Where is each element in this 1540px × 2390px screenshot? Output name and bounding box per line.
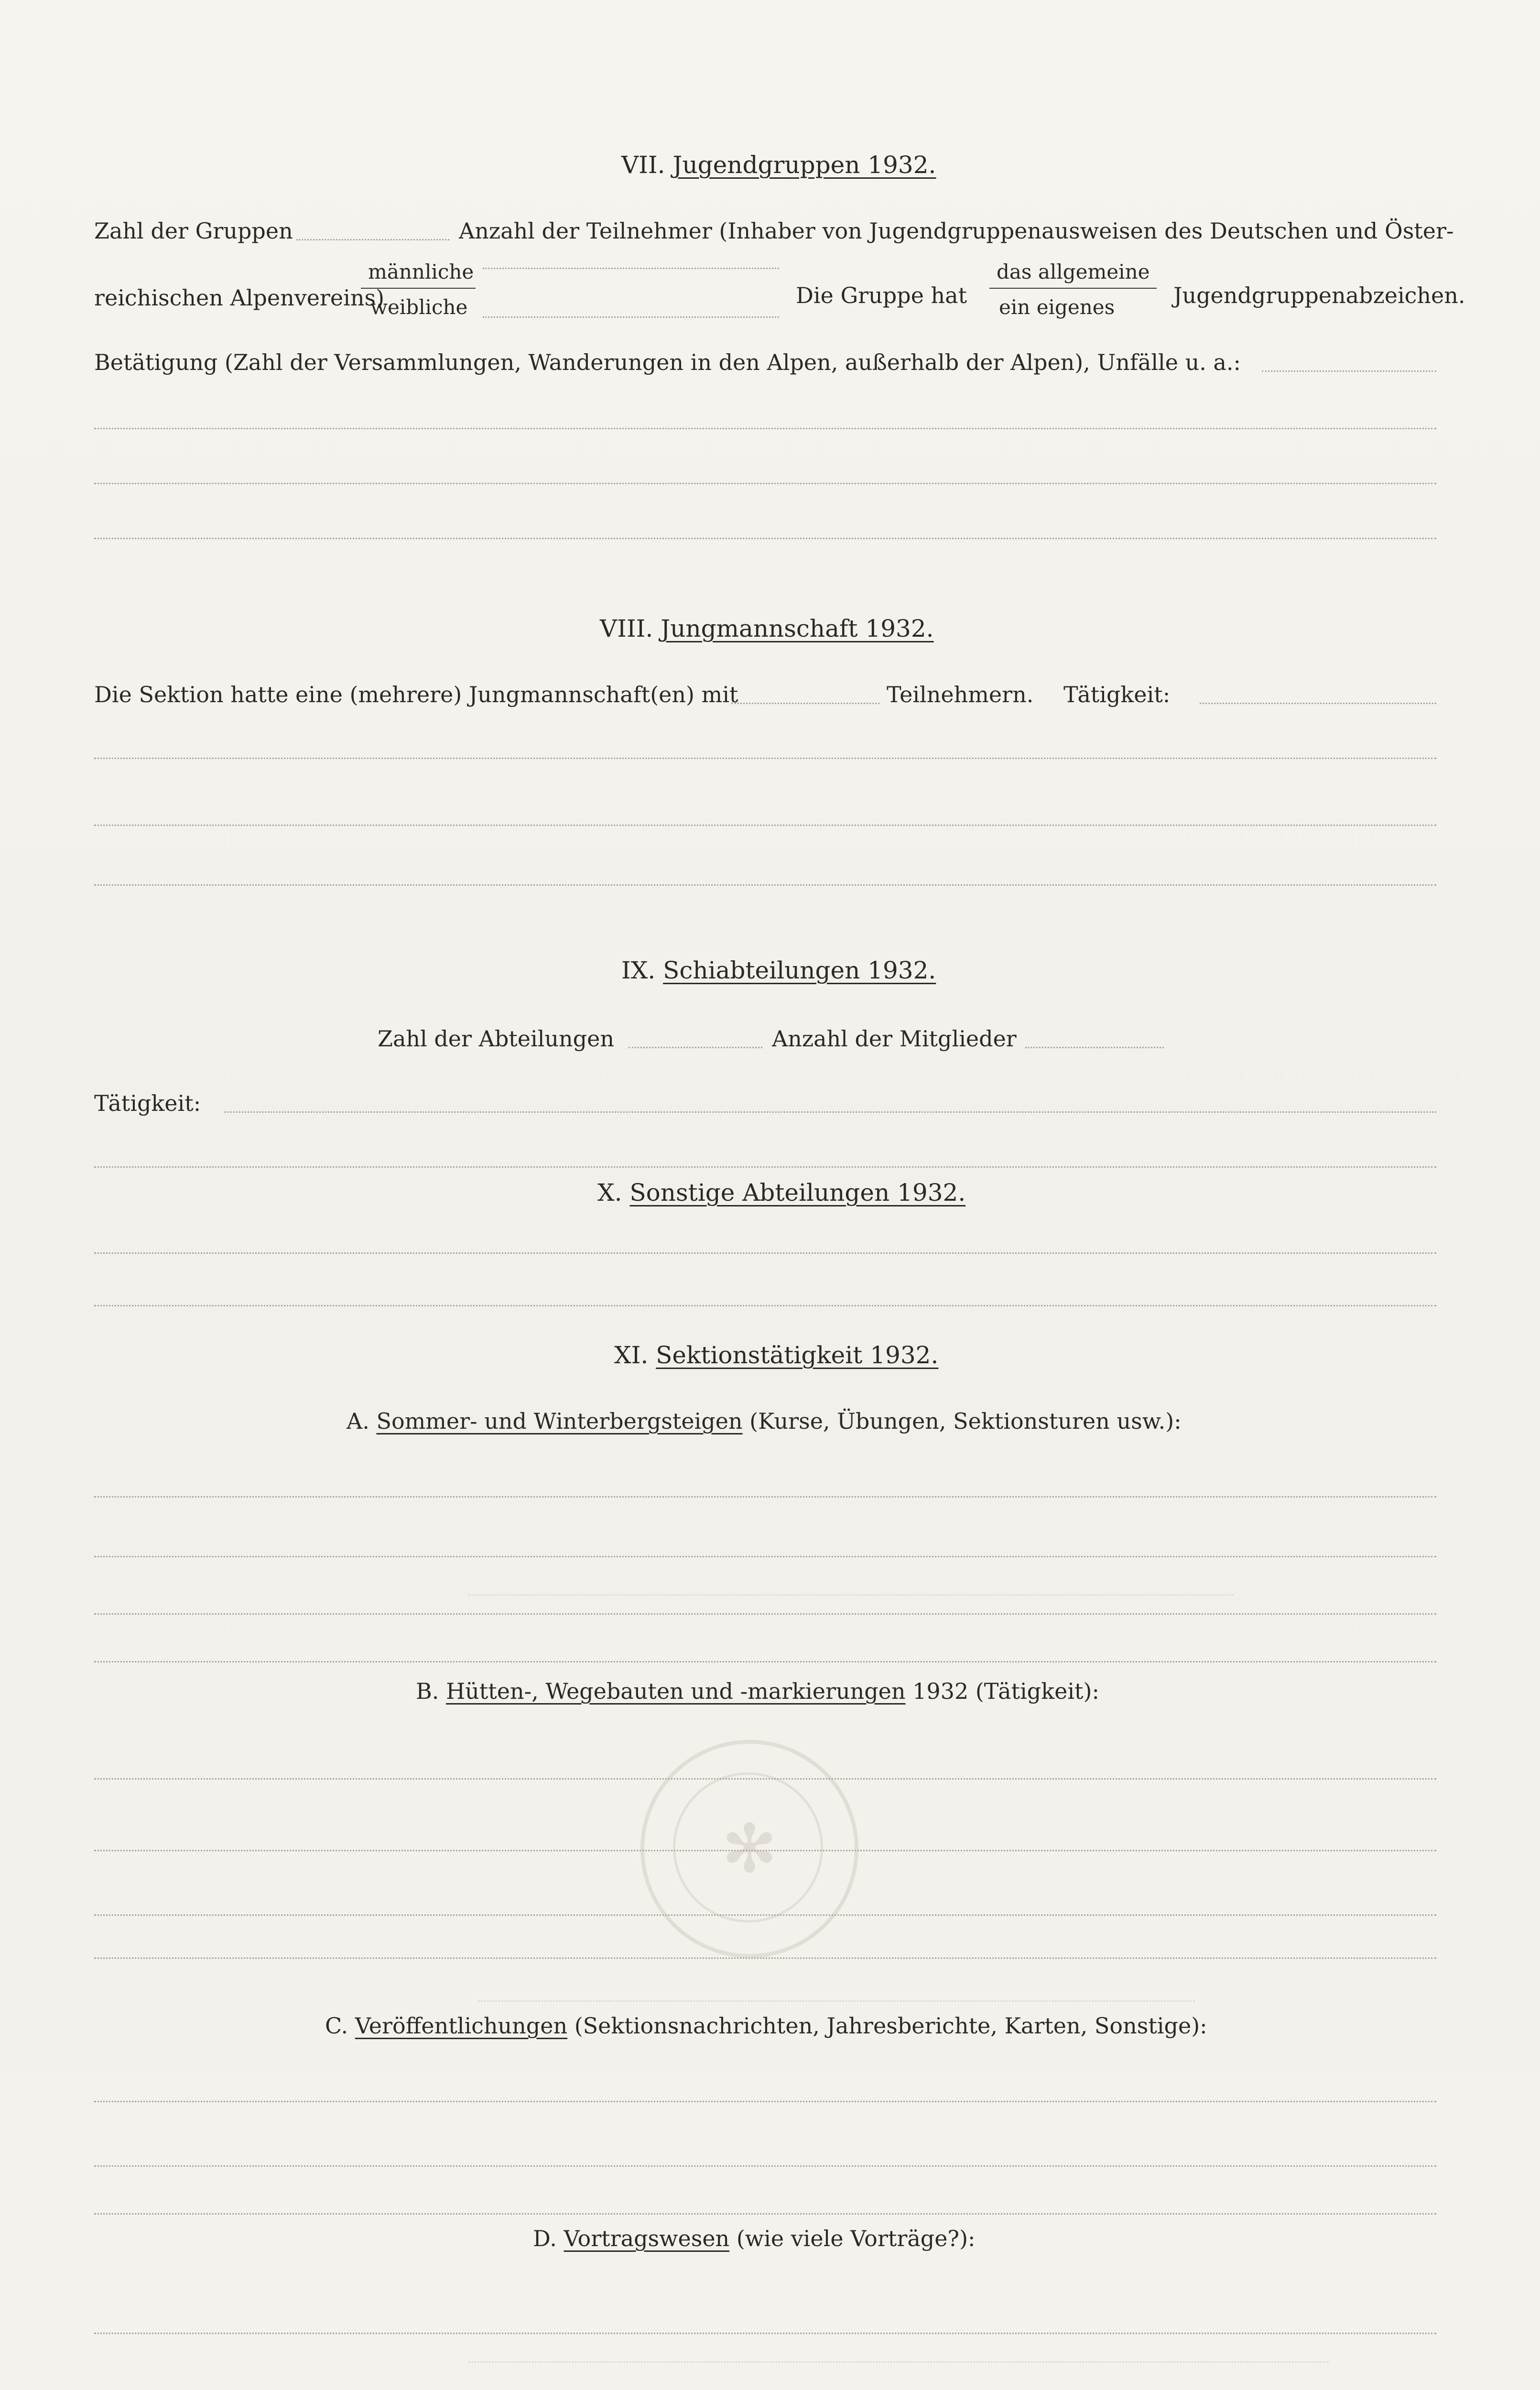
label-taetigkeit-viii: Tätigkeit: <box>1063 682 1171 707</box>
field-b-3[interactable] <box>94 1914 1436 1916</box>
field-maennliche[interactable] <box>483 268 779 269</box>
field-weibliche[interactable] <box>483 316 779 318</box>
field-anzahl-mitglieder[interactable] <box>1025 1047 1164 1048</box>
section-xi-title: Sektionstätigkeit 1932. <box>656 1341 939 1369</box>
field-sonstige-2[interactable] <box>94 1305 1436 1306</box>
section-vii-title: Jugendgruppen 1932. <box>672 151 936 179</box>
field-taetigkeit-viii-4[interactable] <box>94 884 1436 886</box>
label-teilnehmern: Teilnehmern. <box>887 682 1034 707</box>
field-b-2[interactable] <box>94 1850 1436 1851</box>
subsection-b-detail: 1932 (Tätigkeit): <box>912 1678 1099 1704</box>
label-maennliche: männliche <box>368 260 474 283</box>
field-b-4[interactable] <box>94 1957 1436 1959</box>
section-vii-number: VII. <box>621 151 665 179</box>
label-betaetigung: Betätigung (Zahl der Versammlungen, Wanderungen in den Alpen, außerhalb der Alpen), Unfälle u. a.: <box>94 349 1241 375</box>
field-teilnehmer-count[interactable] <box>731 703 879 704</box>
field-c-3[interactable] <box>94 2213 1436 2215</box>
label-jugendgruppenabzeichen: Jugendgruppenabzeichen. <box>1173 282 1465 308</box>
seal-stamp <box>640 1740 858 1958</box>
subsection-b-title: Hütten-, Wegebauten und -markierungen <box>446 1678 906 1704</box>
field-betaetigung-1[interactable] <box>1262 370 1436 372</box>
section-x-number: X. <box>597 1179 622 1206</box>
field-d-1[interactable] <box>94 2333 1436 2334</box>
field-taetigkeit-viii-3[interactable] <box>94 825 1436 826</box>
subsection-c-title: Veröffentlichungen <box>355 2013 568 2039</box>
bleed-through-line-1 <box>478 2000 1195 2002</box>
field-betaetigung-3[interactable] <box>94 483 1436 484</box>
label-eigenes: ein eigenes <box>999 295 1115 319</box>
bleed-through-line-3 <box>468 2361 1329 2363</box>
field-taetigkeit-ix-2[interactable] <box>94 1166 1436 1168</box>
label-anzahl-mitglieder: Anzahl der Mitglieder <box>772 1026 1017 1052</box>
edelweiss-icon: ✻ <box>721 1810 778 1888</box>
field-a-3[interactable] <box>94 1613 1436 1615</box>
field-c-2[interactable] <box>94 2165 1436 2167</box>
subsection-d-title: Vortragswesen <box>564 2226 730 2251</box>
label-zahl-abteilungen: Zahl der Abteilungen <box>378 1026 614 1052</box>
section-xi-heading <box>614 1343 938 1367</box>
label-taetigkeit-ix: Tätigkeit: <box>94 1090 201 1116</box>
subsection-b <box>416 1680 1099 1702</box>
section-vii-heading <box>621 153 936 177</box>
subsection-d <box>533 2227 976 2249</box>
section-ix-title: Schiabteilungen 1932. <box>663 956 936 984</box>
subsection-a-title: Sommer- und Winterbergsteigen <box>376 1408 743 1434</box>
label-gruppe-hat: Die Gruppe hat <box>796 282 967 308</box>
field-a-4[interactable] <box>94 1661 1436 1662</box>
label-alpenverein: reichischen Alpenvereins) <box>94 285 385 311</box>
field-c-1[interactable] <box>94 2101 1436 2102</box>
field-b-1[interactable] <box>94 1778 1436 1780</box>
subsection-c <box>325 2015 1207 2037</box>
section-x-heading <box>597 1181 965 1205</box>
label-anzahl-teilnehmer: Anzahl der Teilnehmer (Inhaber von Jugendgruppenausweisen des Deutschen und Öster- <box>459 218 1454 244</box>
section-ix-heading <box>621 958 936 982</box>
field-taetigkeit-ix-1[interactable] <box>225 1111 1436 1113</box>
subsection-a-detail: (Kurse, Übungen, Sektionsturen usw.): <box>749 1408 1182 1434</box>
field-sonstige-1[interactable] <box>94 1252 1436 1254</box>
label-zahl-gruppen: Zahl der Gruppen <box>94 218 293 244</box>
field-zahl-gruppen[interactable] <box>296 239 449 240</box>
label-weibliche: weibliche <box>370 295 468 319</box>
field-taetigkeit-viii-2[interactable] <box>94 758 1436 759</box>
label-jungmannschaft: Die Sektion hatte eine (mehrere) Jungmannschaft(en) mit <box>94 682 738 707</box>
label-allgemeine: das allgemeine <box>997 260 1150 283</box>
subsection-c-label: C. <box>325 2013 348 2039</box>
fraction-bar-left <box>361 288 476 289</box>
field-a-1[interactable] <box>94 1496 1436 1498</box>
section-xi-number: XI. <box>614 1341 649 1369</box>
bleed-through-line-2 <box>468 1594 1233 1596</box>
field-zahl-abteilungen[interactable] <box>629 1047 762 1048</box>
subsection-d-detail: (wie viele Vorträge?): <box>736 2226 976 2251</box>
section-viii-heading <box>600 617 934 641</box>
subsection-b-label: B. <box>416 1678 439 1704</box>
fraction-bar-right <box>989 288 1157 289</box>
subsection-a <box>347 1410 1182 1432</box>
subsection-d-label: D. <box>533 2226 557 2251</box>
section-ix-number: IX. <box>621 956 656 984</box>
subsection-c-detail: (Sektionsnachrichten, Jahresberichte, Karten, Sonstige): <box>574 2013 1207 2039</box>
field-betaetigung-2[interactable] <box>94 428 1436 429</box>
subsection-a-label: A. <box>347 1408 369 1434</box>
section-x-title: Sonstige Abteilungen 1932. <box>629 1179 966 1206</box>
section-viii-title: Jungmannschaft 1932. <box>661 615 934 642</box>
field-a-2[interactable] <box>94 1556 1436 1557</box>
field-betaetigung-4[interactable] <box>94 538 1436 539</box>
section-viii-number: VIII. <box>600 615 653 642</box>
field-taetigkeit-viii-1[interactable] <box>1200 703 1436 704</box>
